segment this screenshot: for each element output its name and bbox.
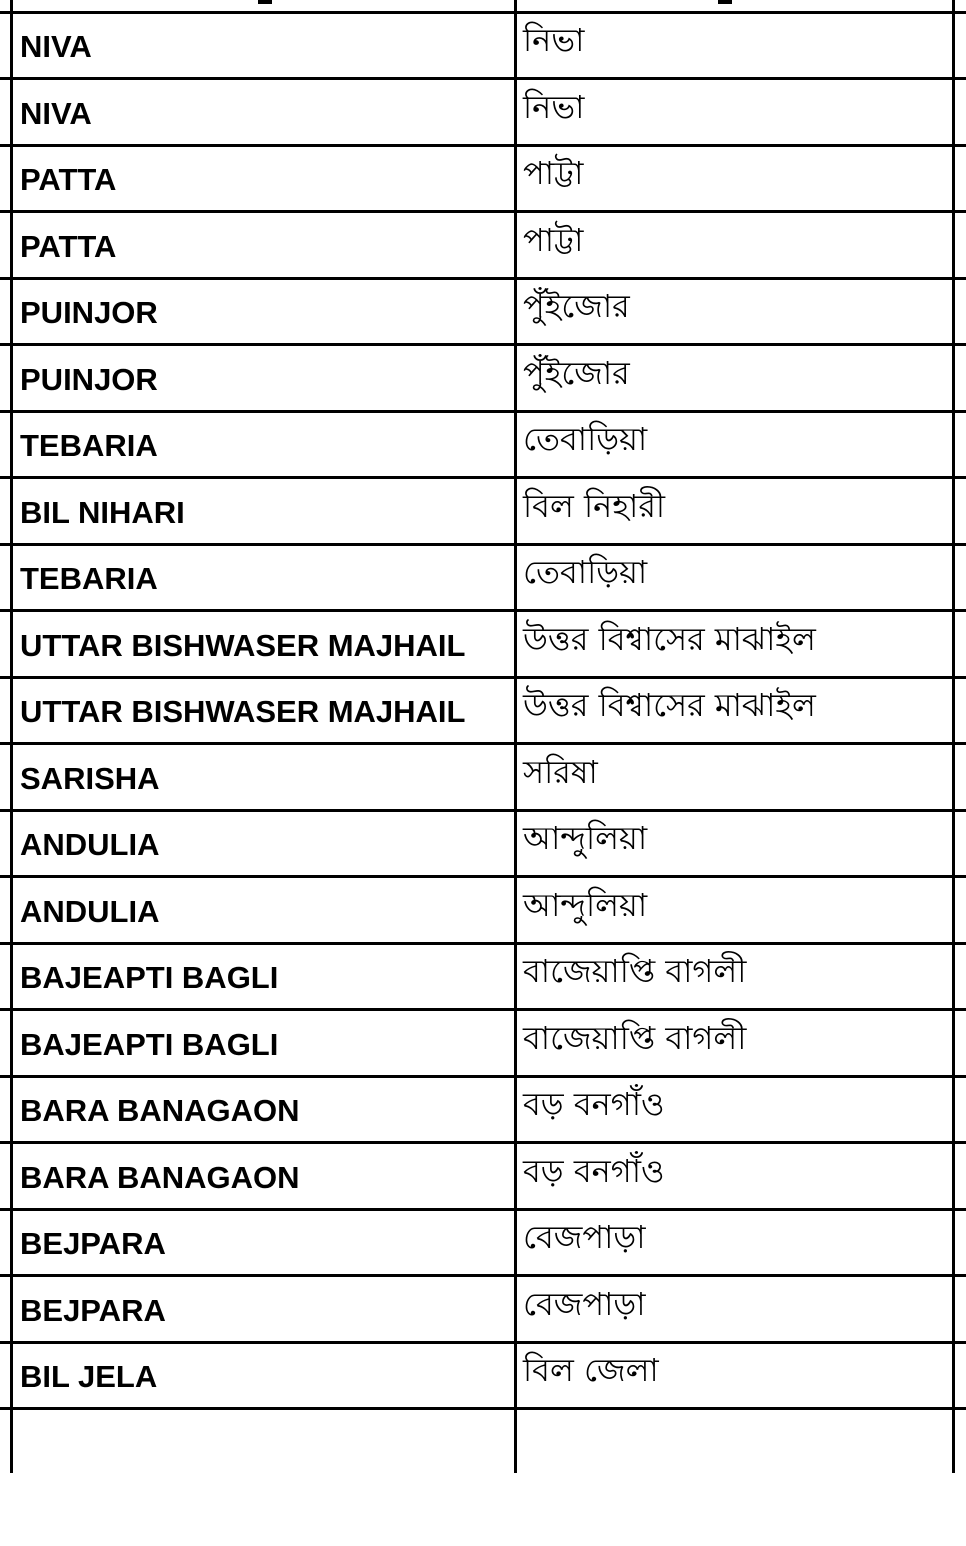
table-row [0, 1342, 966, 1409]
table-row [0, 943, 966, 1010]
table-row [0, 1276, 966, 1343]
table-row [0, 478, 966, 545]
english-name-cell: BARA BANAGAON [12, 1076, 515, 1143]
bengali-name-cell: বড় বনগাঁও [515, 1143, 953, 1210]
bengali-name-cell: বেজপাড়া [515, 1209, 953, 1276]
table-row [0, 345, 966, 412]
english-name-cell: BAJEAPTI BAGLI [12, 1010, 515, 1077]
bengali-name-cell: বাজেয়াপ্তি বাগলী [515, 1010, 953, 1077]
table-row [0, 677, 966, 744]
table-row [0, 145, 966, 212]
bengali-name-cell: বেজপাড়া [515, 1276, 953, 1343]
english-name-cell: BARA BANAGAON [12, 1143, 515, 1210]
table-row [0, 810, 966, 877]
grid-line-left [10, 0, 13, 1473]
bengali-name-cell: তেবাড়িয়া [515, 411, 953, 478]
header-glyph-fragment [258, 0, 272, 4]
english-name-cell: BEJPARA [12, 1276, 515, 1343]
bengali-name-cell: উত্তর বিশ্বাসের মাঝাইল [515, 677, 953, 744]
table-row [0, 611, 966, 678]
bengali-name-cell: নিভা [515, 79, 953, 146]
bengali-name-cell: পুঁইজোর [515, 345, 953, 412]
bengali-name-cell: উত্তর বিশ্বাসের মাঝাইল [515, 611, 953, 678]
grid-line-right [952, 0, 955, 1473]
bengali-name-cell: সরিষা [515, 744, 953, 811]
english-name-cell: SARISHA [12, 744, 515, 811]
table-row [0, 411, 966, 478]
table-row [0, 79, 966, 146]
bengali-name-cell: বাজেয়াপ্তি বাগলী [515, 943, 953, 1010]
table-row [0, 1076, 966, 1143]
table-row [0, 1143, 966, 1210]
english-name-cell: TEBARIA [12, 411, 515, 478]
grid-line-middle [514, 0, 517, 1473]
header-glyph-fragment [718, 0, 732, 4]
table-row [0, 744, 966, 811]
table-row [0, 212, 966, 279]
bengali-name-cell: তেবাড়িয়া [515, 544, 953, 611]
english-name-cell: BIL JELA [12, 1342, 515, 1409]
bengali-name-cell: পাট্টা [515, 212, 953, 279]
bengali-name-cell: বিল জেলা [515, 1342, 953, 1409]
english-name-cell: BAJEAPTI BAGLI [12, 943, 515, 1010]
english-name-cell: BEJPARA [12, 1209, 515, 1276]
english-name-cell: TEBARIA [12, 544, 515, 611]
english-name-cell: ANDULIA [12, 810, 515, 877]
table-row [0, 1209, 966, 1276]
bengali-name-cell: নিভা [515, 12, 953, 79]
english-name-cell: UTTAR BISHWASER MAJHAIL [12, 611, 515, 678]
english-name-cell: NIVA [12, 79, 515, 146]
english-name-cell: PUINJOR [12, 278, 515, 345]
english-name-cell: NIVA [12, 12, 515, 79]
bengali-name-cell: আন্দুলিয়া [515, 810, 953, 877]
english-name-cell: UTTAR BISHWASER MAJHAIL [12, 677, 515, 744]
english-name-cell: PATTA [12, 212, 515, 279]
english-name-cell: ANDULIA [12, 877, 515, 944]
bengali-name-cell: পুঁইজোর [515, 278, 953, 345]
table-row [0, 544, 966, 611]
bengali-name-cell: আন্দুলিয়া [515, 877, 953, 944]
table-row [0, 278, 966, 345]
bengali-name-cell: পাট্টা [515, 145, 953, 212]
table-body [0, 12, 966, 1409]
english-name-cell: PATTA [12, 145, 515, 212]
table-row [0, 877, 966, 944]
bengali-name-cell: বড় বনগাঁও [515, 1076, 953, 1143]
english-name-cell: BIL NIHARI [12, 478, 515, 545]
bengali-name-cell: বিল নিহারী [515, 478, 953, 545]
village-name-table [0, 12, 966, 1410]
table-row [0, 1010, 966, 1077]
english-name-cell: PUINJOR [12, 345, 515, 412]
table-row [0, 12, 966, 79]
